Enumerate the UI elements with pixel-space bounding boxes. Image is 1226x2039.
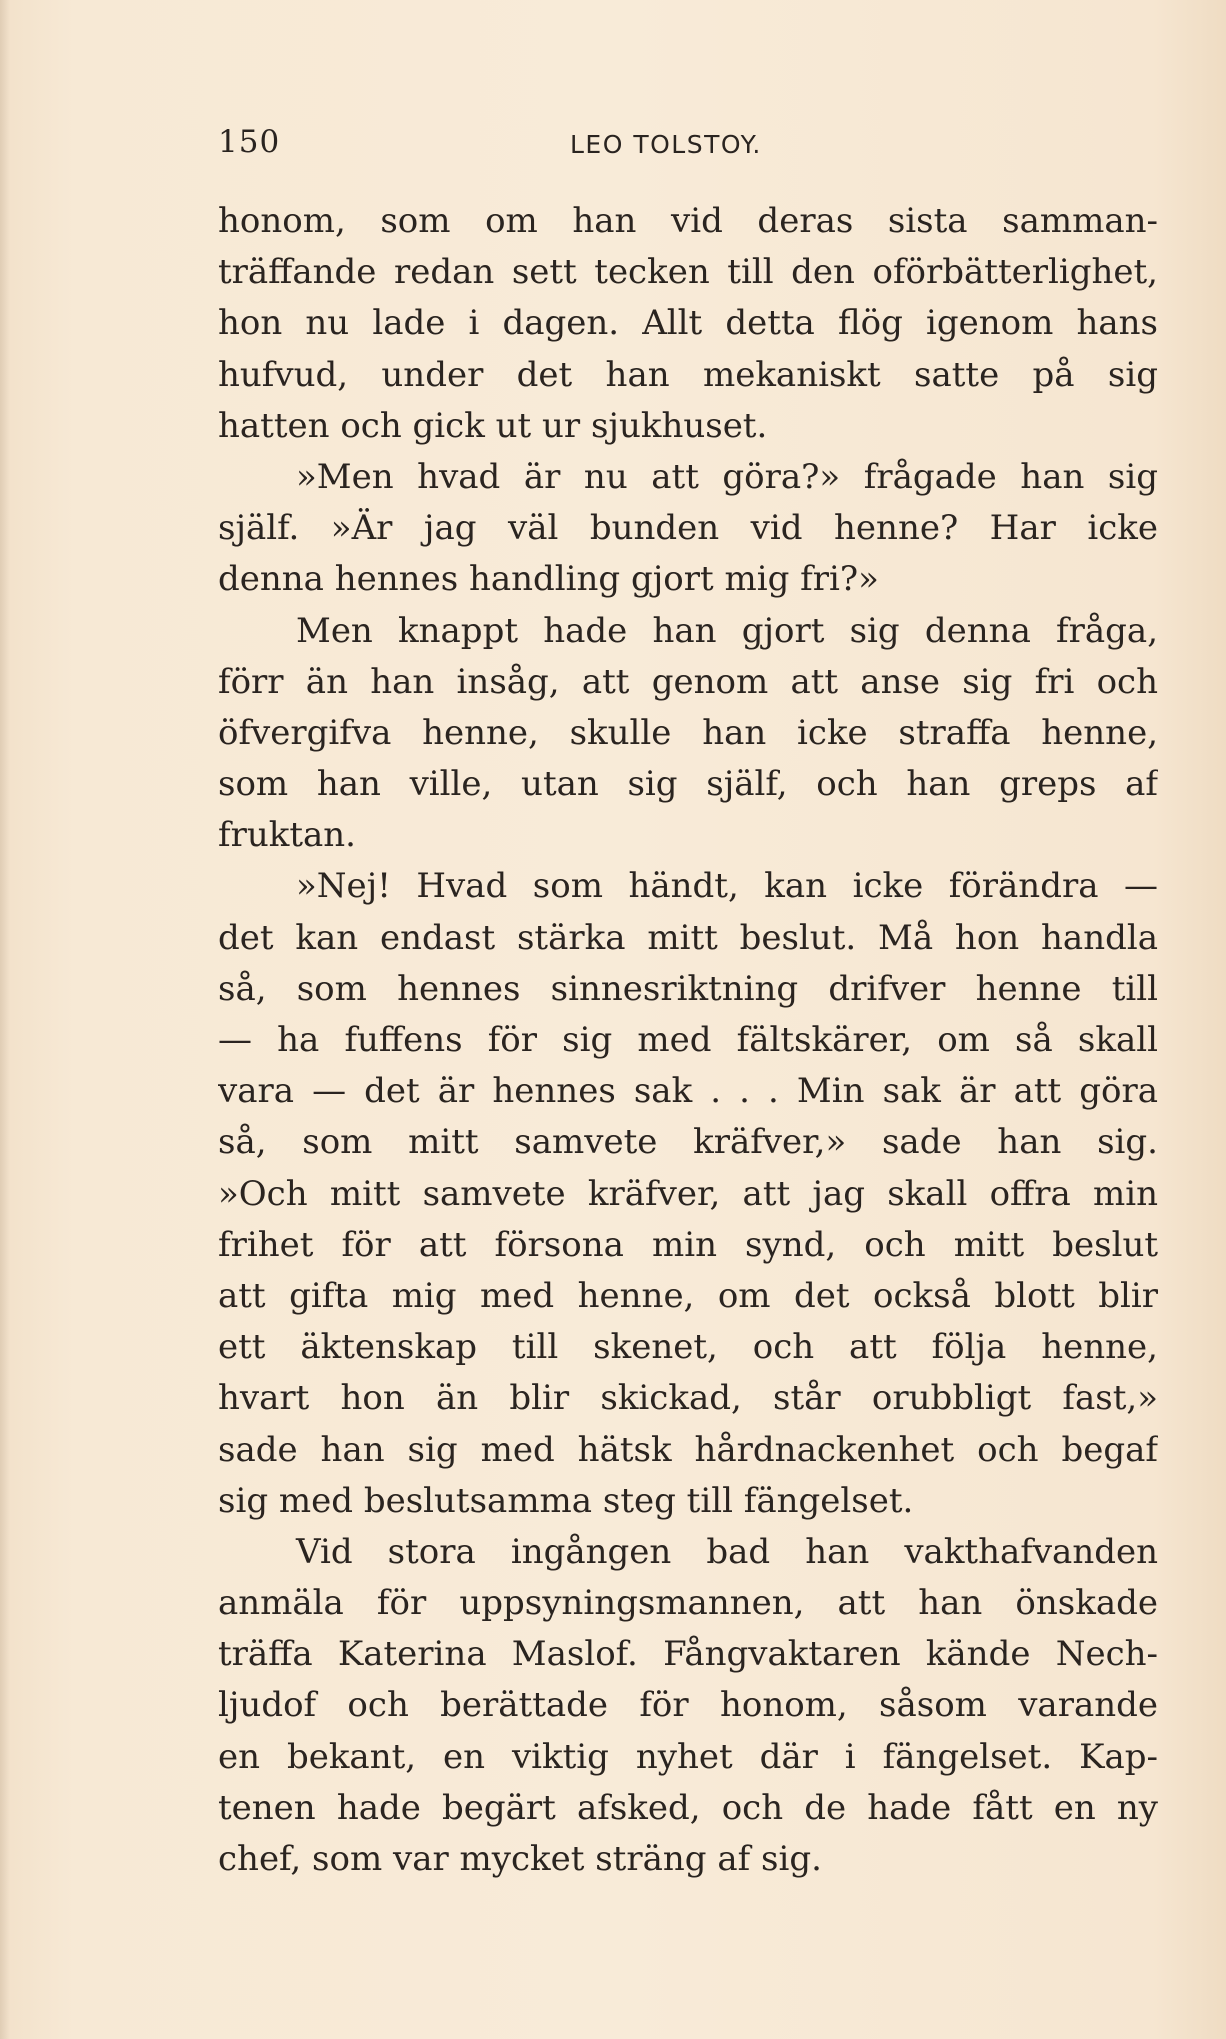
running-head: LEO TOLSTOY. <box>570 130 762 159</box>
page-header <box>218 124 1158 174</box>
text-line: tenen hade begärt afsked, och de hade fått en ny <box>218 1787 1158 1828</box>
text-line: honom, som om han vid deras sista samman- <box>218 201 1158 241</box>
text-line: ljudof och berättade för honom, såsom varande <box>218 1685 1158 1726</box>
text-line: öfvergifva henne, skulle han icke straffa henne, <box>218 712 1158 753</box>
text-line: att gifta mig med henne, om det också blott blir <box>218 1275 1158 1316</box>
body-text <box>218 196 1158 1885</box>
text-line: Men knappt hade han gjort sig denna fråga, <box>296 610 1158 651</box>
text-line: hvart hon än blir skickad, står orubbligt fast,» <box>218 1378 1158 1419</box>
text-line: som han ville, utan sig själf, och han greps af <box>218 764 1158 805</box>
page-number: 150 <box>218 124 281 160</box>
text-line: frihet för att försona min synd, och mitt beslut <box>218 1224 1158 1265</box>
text-line: ett äktenskap till skenet, och att följa henne, <box>218 1327 1158 1368</box>
text-line: träffa Katerina Maslof. Fångvaktaren kände Nech- <box>218 1634 1158 1675</box>
text-line: så, som hennes sinnesriktning drifver henne till <box>218 968 1158 1009</box>
text-line: en bekant, en viktig nyhet där i fängelset. Kap- <box>218 1736 1158 1777</box>
page-edge-shadow <box>0 0 10 2039</box>
text-line: »Men hvad är nu att göra?» frågade han sig <box>296 456 1158 497</box>
text-line: sig med beslutsamma steg till fängelset. <box>218 1480 914 1521</box>
text-line: sade han sig med hätsk hårdnackenhet och begaf <box>218 1429 1158 1470</box>
text-line: vara — det är hennes sak . . . Min sak är att göra <box>218 1071 1158 1112</box>
text-line: chef, som var mycket sträng af sig. <box>218 1839 822 1879</box>
text-line: — ha fuffens för sig med fältskärer, om så skall <box>218 1020 1158 1060</box>
text-line: anmäla för uppsyningsmannen, att han önskade <box>218 1583 1158 1624</box>
text-line: denna hennes handling gjort mig fri?» <box>218 559 879 600</box>
text-line: det kan endast stärka mitt beslut. Må hon handla <box>218 917 1158 958</box>
text-line: Vid stora ingången bad han vakthafvanden <box>296 1531 1158 1572</box>
text-line: förr än han insåg, att genom att anse sig fri och <box>218 661 1158 702</box>
text-line: så, som mitt samvete kräfver,» sade han sig. <box>218 1122 1158 1163</box>
text-line: fruktan. <box>218 815 356 856</box>
text-line: hufvud, under det han mekaniskt satte på sig <box>218 354 1158 395</box>
text-line: själf. »Är jag väl bunden vid henne? Har icke <box>218 508 1158 549</box>
text-line: hatten och gick ut ur sjukhuset. <box>218 405 768 446</box>
text-line: hon nu lade i dagen. Allt detta flög igenom hans <box>218 303 1158 344</box>
text-line: träffande redan sett tecken till den oförbätterlighet, <box>218 252 1158 293</box>
text-line: »Och mitt samvete kräfver, att jag skall offra min <box>218 1173 1158 1214</box>
text-line: »Nej! Hvad som händt, kan icke förändra — <box>296 866 1158 907</box>
